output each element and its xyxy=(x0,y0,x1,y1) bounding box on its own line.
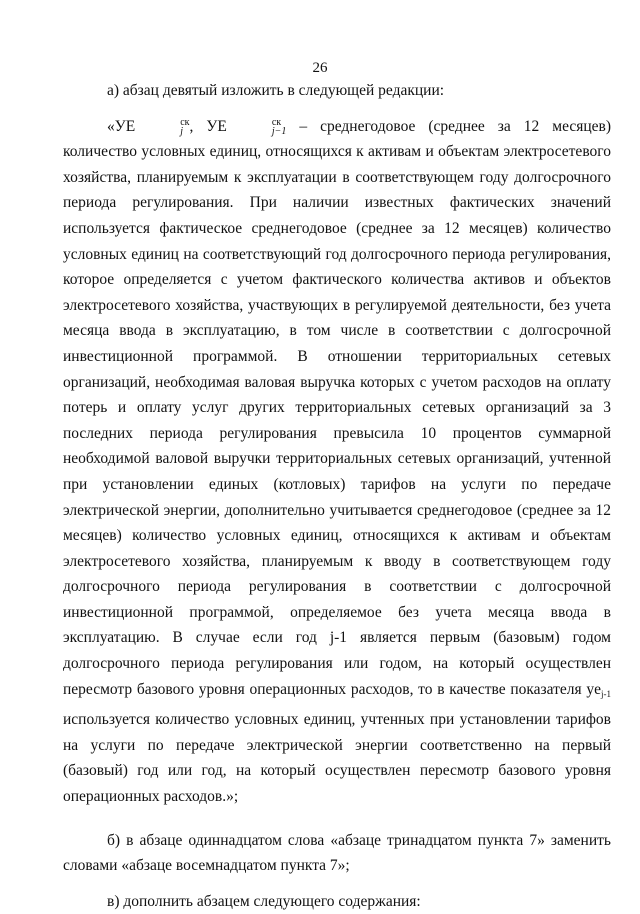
item-b: б) в абзаце одиннадцатом слова «абзаце тринадцатом пункта 7» заменить словами «абзаце восемнадцатом пункта 7»; xyxy=(63,831,611,875)
formula-subscript-j: j xyxy=(180,125,183,137)
formula-term-1 xyxy=(115,118,190,135)
open-quote: « xyxy=(107,117,115,135)
formula-symbol: УЕ xyxy=(114,117,136,135)
definition-text: среднегодовое (среднее за 12 месяцев) количество условных единиц, относящихся к активам и объектам электросетевого хозяйства, планируемым к эксплуатации в соответствующем году долгосрочного периода регулирования. При наличии известных фактических значений используется фактическое среднегодовое (среднее за 12 месяцев) количество условных единиц на соответствующий год долгосрочного периода регулирования, которое определяется с учетом фактического количества активов и объектов электросетевого хозяйства, участвующих в регулируемой деятельности, без учета месяца ввода в эксплуатацию, в том числе в соответствии с долгосрочной инвестиционной программой. В отношении территориальных сетевых организаций, необходимая валовая выручка которых с учетом расходов на оплату потерь и оплату услуг других территориальных сетевых организаций за 3 последних периода регулирования превысила 10 процентов суммарной необходимой валовой выручки территориальных сетевых организаций, учтенной при установлении единых (котловых) тарифов на услуги по передаче электрической энергии, дополнительно учитывается среднегодовое (среднее за 12 месяцев) количество условных единиц, относящихся к активам и объектам электросетевого хозяйства, планируемым к вводу в соответствующем году долгосрочного периода регулирования в соответствии с долгосрочной инвестиционной программой, определяемое без учета месяца ввода в эксплуатацию. В случае если год j-1 является первым (базовым) годом долгосрочного периода регулирования или годом, на который осуществлен пересмотр базового уровня операционных расходов, то в качестве показателя ye xyxy=(63,117,612,698)
formula-term-2 xyxy=(206,118,286,135)
formula-superscript: ск xyxy=(180,116,190,128)
page-number: 26 xyxy=(312,60,328,76)
definition-paragraph xyxy=(63,114,611,810)
item-a-intro: а) абзац девятый изложить в следующей редакции: xyxy=(107,82,445,99)
indicator-subscript: j-1 xyxy=(601,688,611,699)
formula-superscript-2: ск xyxy=(271,116,282,128)
formula-subscript-j-minus-1: j−1 xyxy=(271,125,287,137)
formula-dash: – xyxy=(286,117,321,135)
formula-separator: , xyxy=(189,117,207,135)
formula-symbol-2: УЕ xyxy=(206,117,227,135)
definition-tail: используется количество условных единиц, учтенных при установлении тарифов на услуги по передаче электрической энергии соответственно на первый (базовый) год или год, на который осуществлен пересмотр базового уровня операционных расходов.»; xyxy=(63,711,611,806)
item-c: в) дополнить абзацем следующего содержания: xyxy=(107,892,421,910)
document-body xyxy=(63,78,611,914)
